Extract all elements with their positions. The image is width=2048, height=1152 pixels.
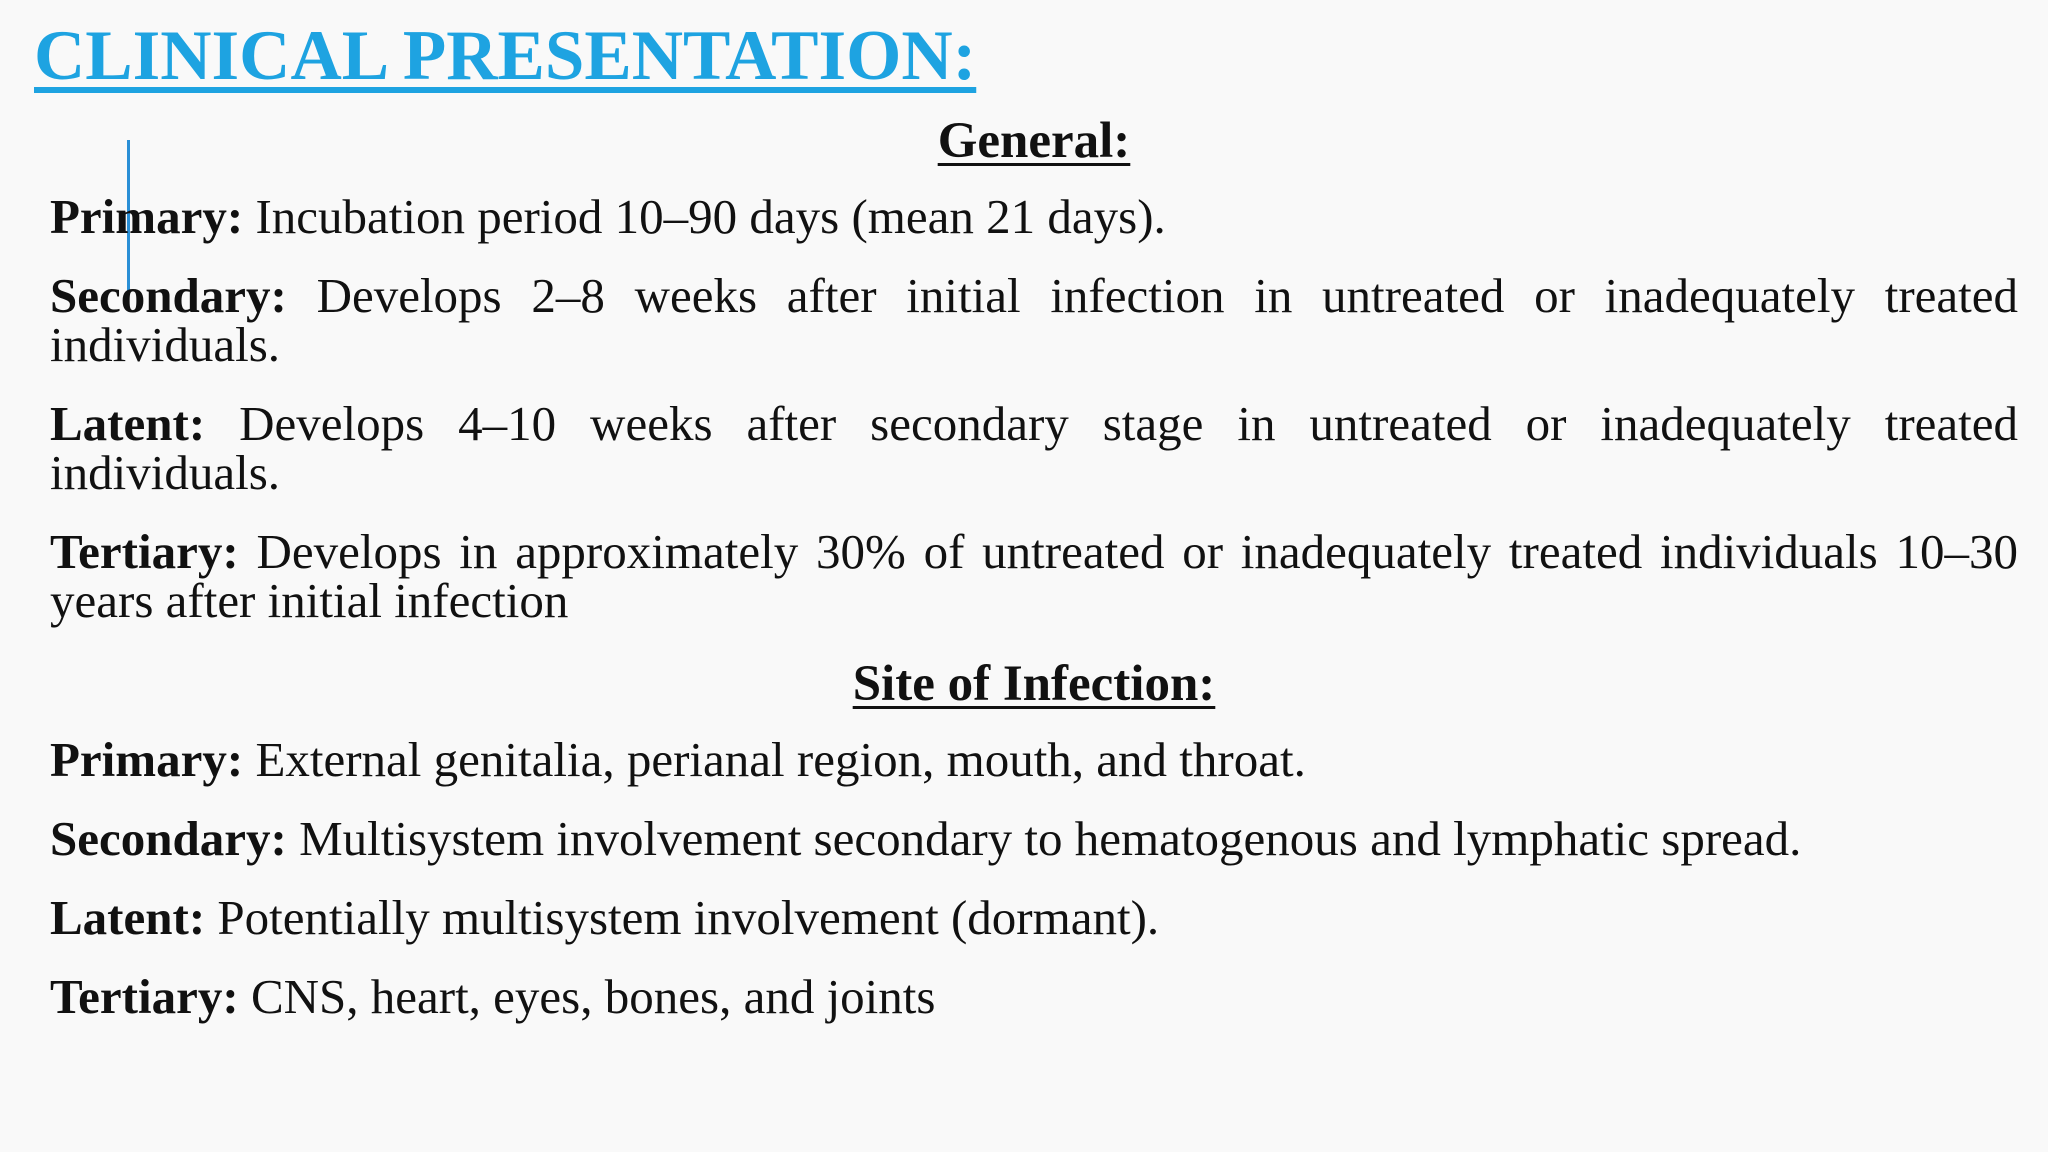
stage-label: Latent: [50,890,206,945]
stage-label: Latent: [50,396,206,451]
stage-text: Multisystem involvement secondary to hematogenous and lymphatic spread. [299,811,1802,866]
stage-label: Primary: [50,732,244,787]
stage-text: Develops 2–8 weeks after initial infection in untreated or inadequately treated individuals. [50,268,2018,372]
site-item-tertiary [50,969,2018,1024]
slide-title: CLINICAL PRESENTATION: [34,17,977,95]
site-item-primary [50,732,2018,787]
stage-text: Develops in approximately 30% of untreated or inadequately treated individuals 10–30 years after initial infection [50,524,2019,628]
general-item-latent [50,396,2018,500]
general-item-secondary [50,268,2018,372]
slide-content [50,112,2018,1051]
stage-label: Tertiary: [50,969,239,1024]
stage-text: CNS, heart, eyes, bones, and joints [250,969,936,1024]
general-item-primary [50,189,2018,244]
general-item-tertiary [50,524,2019,628]
stage-text: External genitalia, perianal region, mouth, and throat. [255,732,1306,787]
site-of-infection-heading: Site of Infection: [852,656,1216,712]
site-of-infection-list [50,732,2018,1024]
stage-text: Potentially multisystem involvement (dormant). [217,890,1160,945]
site-item-latent [50,890,2018,945]
stage-text: Develops 4–10 weeks after secondary stage in untreated or inadequately treated individuals. [50,396,2018,500]
site-item-secondary [50,811,2018,866]
stage-text: Incubation period 10–90 days (mean 21 days). [255,189,1166,244]
stage-label: Secondary: [50,811,287,866]
general-list [50,189,2019,628]
stage-label: Primary: [50,189,244,244]
general-heading: General: [937,113,1131,169]
stage-label: Tertiary: [50,524,239,579]
stage-label: Secondary: [50,268,287,323]
